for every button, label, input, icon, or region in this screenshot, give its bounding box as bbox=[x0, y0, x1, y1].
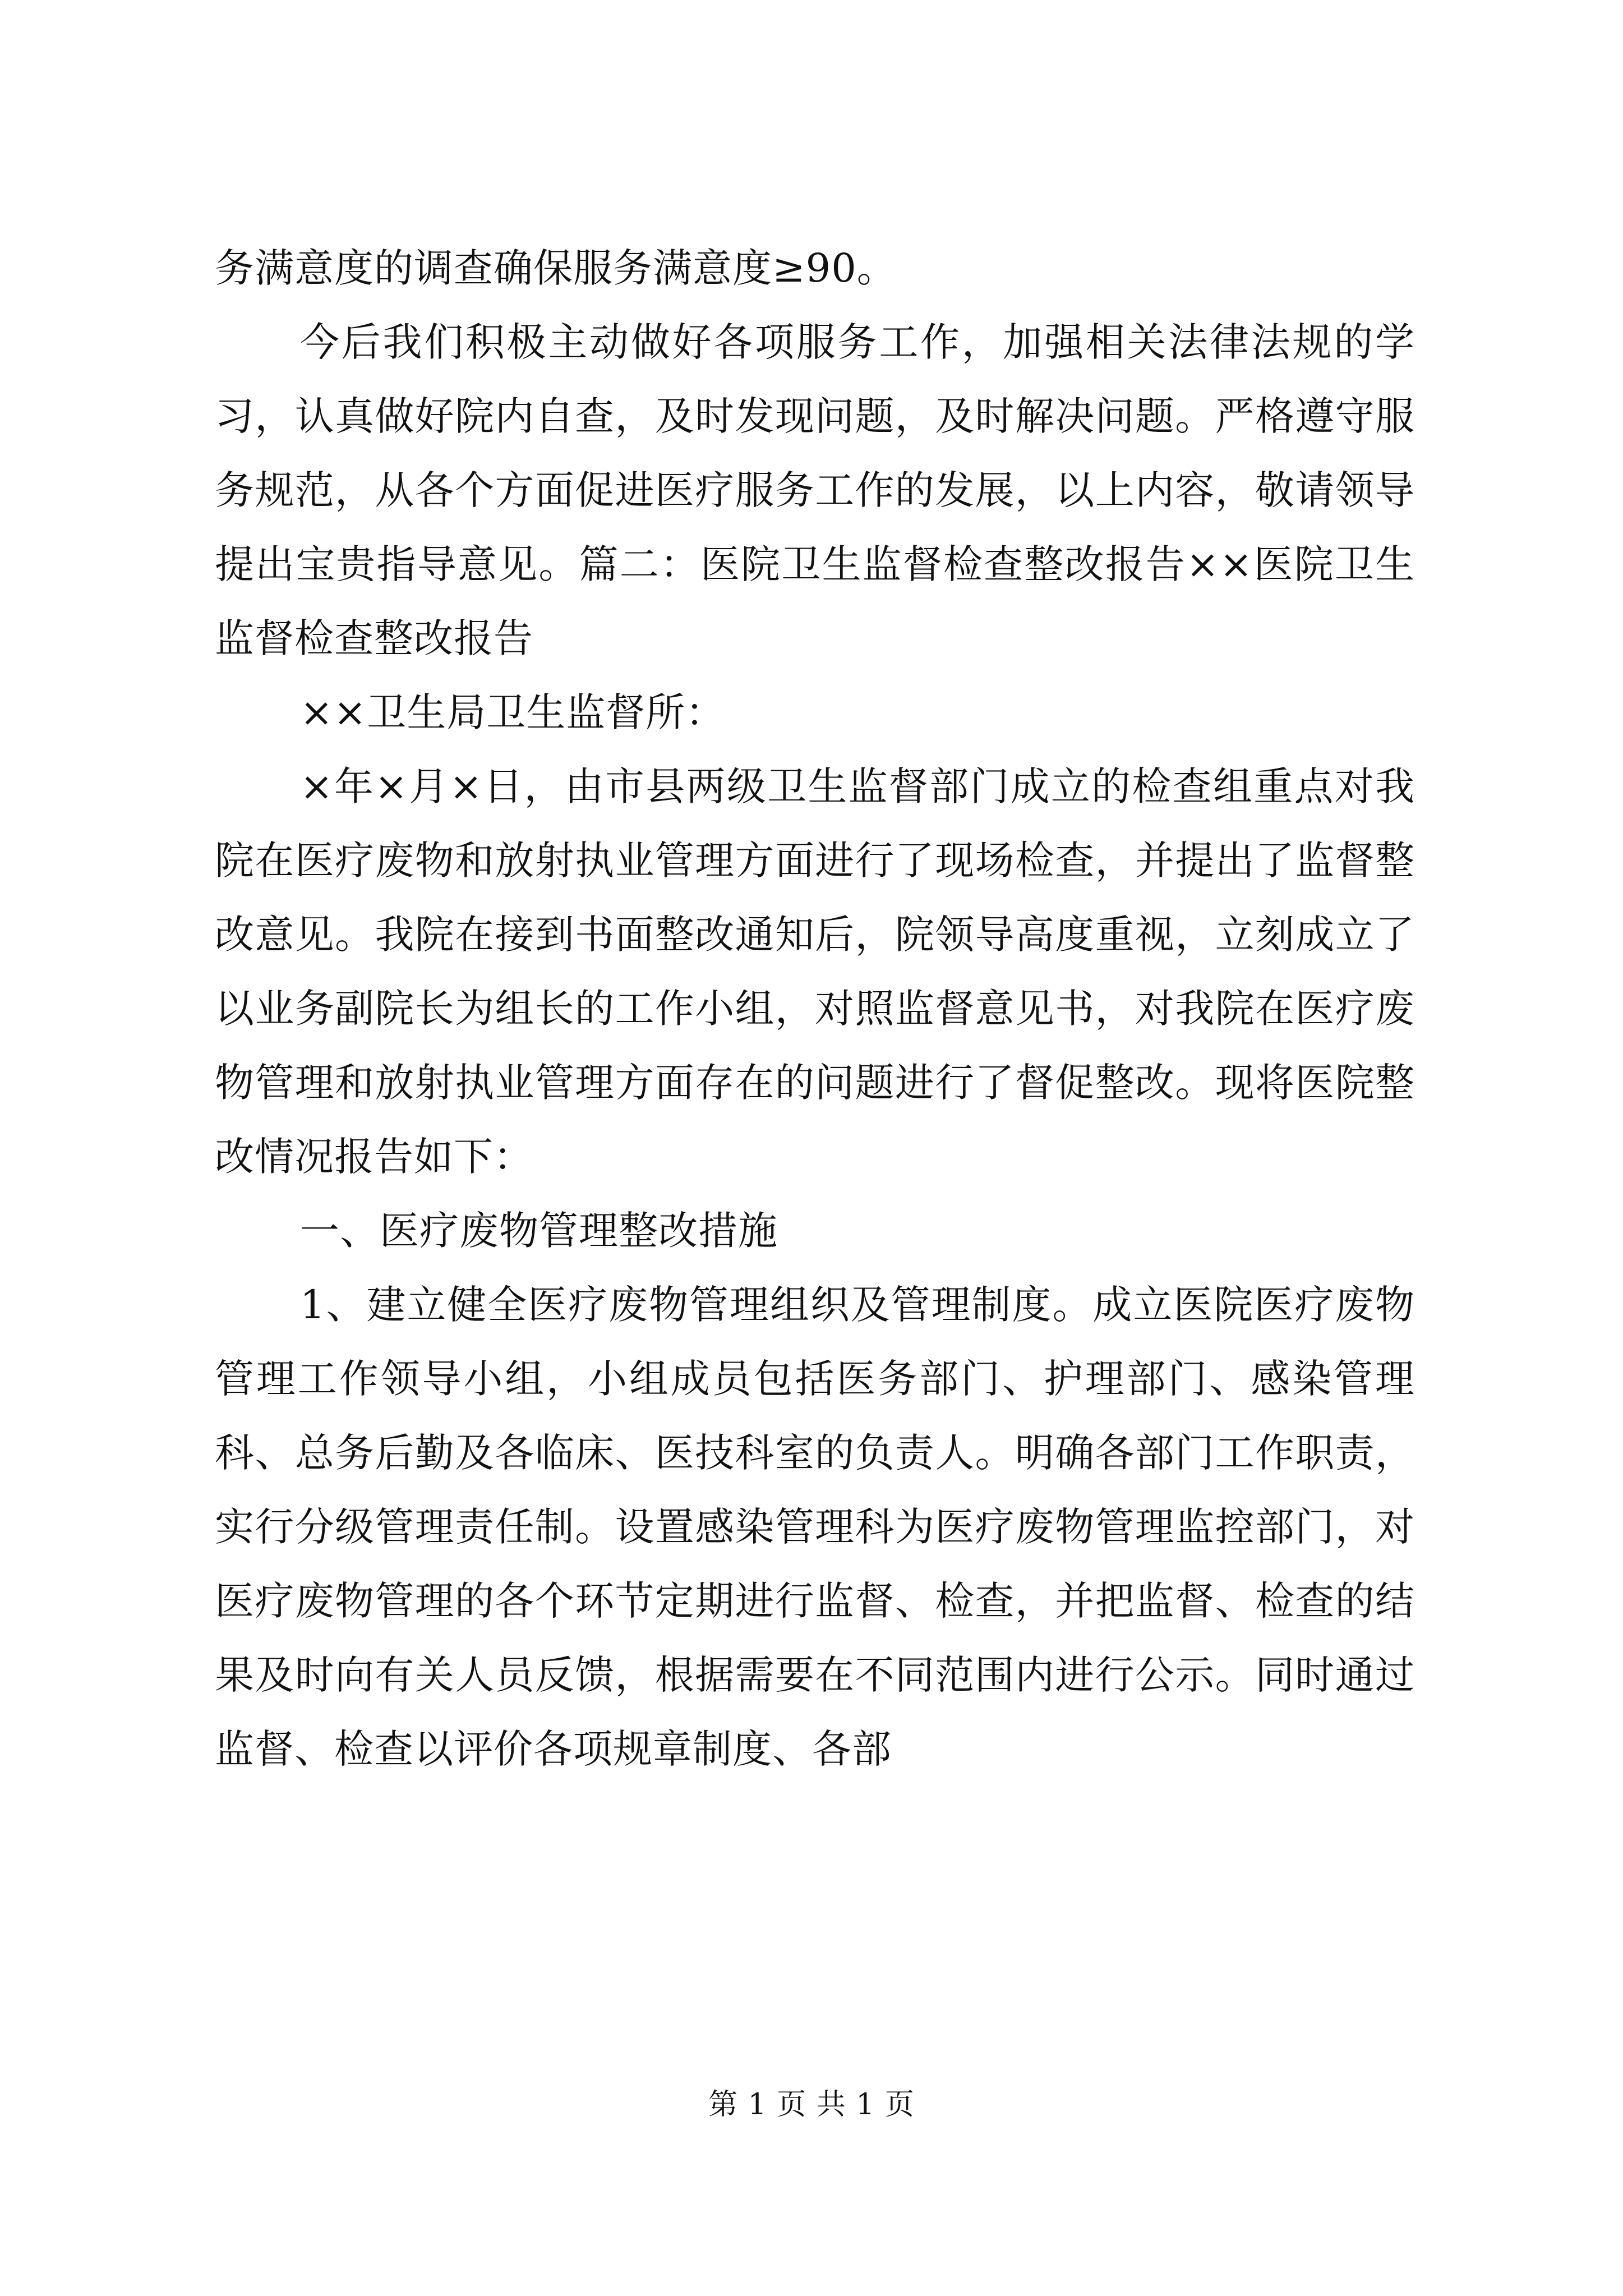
paragraph-2: 今后我们积极主动做好各项服务工作，加强相关法律法规的学习，认真做好院内自查，及时发现问题，及时解决问题。严格遵守服务规范，从各个方面促进医疗服务工作的发展，以上内容，敬请领导提出宝贵指导意见。篇二：医院卫生监督检查整改报告××医院卫生监督检查整改报告 bbox=[215, 319, 1415, 661]
paragraph-4: ×年×月×日，由市县两级卫生监督部门成立的检查组重点对我院在医疗废物和放射执业管理方面进行了现场检查，并提出了监督整改意见。我院在接到书面整改通知后，院领导高度重视，立刻成立了以业务副院长为组长的工作小组，对照监督意见书，对我院在医疗废物管理和放射执业管理方面存在的问题进行了督促整改。现将医院整改情况报告如下： bbox=[215, 763, 1415, 1180]
paragraph-6: 1、建立健全医疗废物管理组织及管理制度。成立医院医疗废物管理工作领导小组，小组成员包括医务部门、护理部门、感染管理科、总务后勤及各临床、医技科室的负责人。明确各部门工作职责，实行分级管理责任制。设置感染管理科为医疗废物管理监控部门，对医疗废物管理的各个环节定期进行监督、检查，并把监督、检查的结果及时向有关人员反馈，根据需要在不同范围内进行公示。同时通过监督、检查以评价各项规章制度、各部 bbox=[215, 1282, 1415, 1772]
paragraph-3: ××卫生局卫生监督所： bbox=[300, 689, 726, 735]
paragraph-5: 一、医疗废物管理整改措施 bbox=[300, 1208, 778, 1254]
document-body bbox=[215, 231, 1415, 1786]
page-footer: 第 1 页 共 1 页 bbox=[708, 2088, 915, 2122]
paragraph-1: 务满意度的调查确保服务满意度≥90。 bbox=[215, 245, 897, 291]
